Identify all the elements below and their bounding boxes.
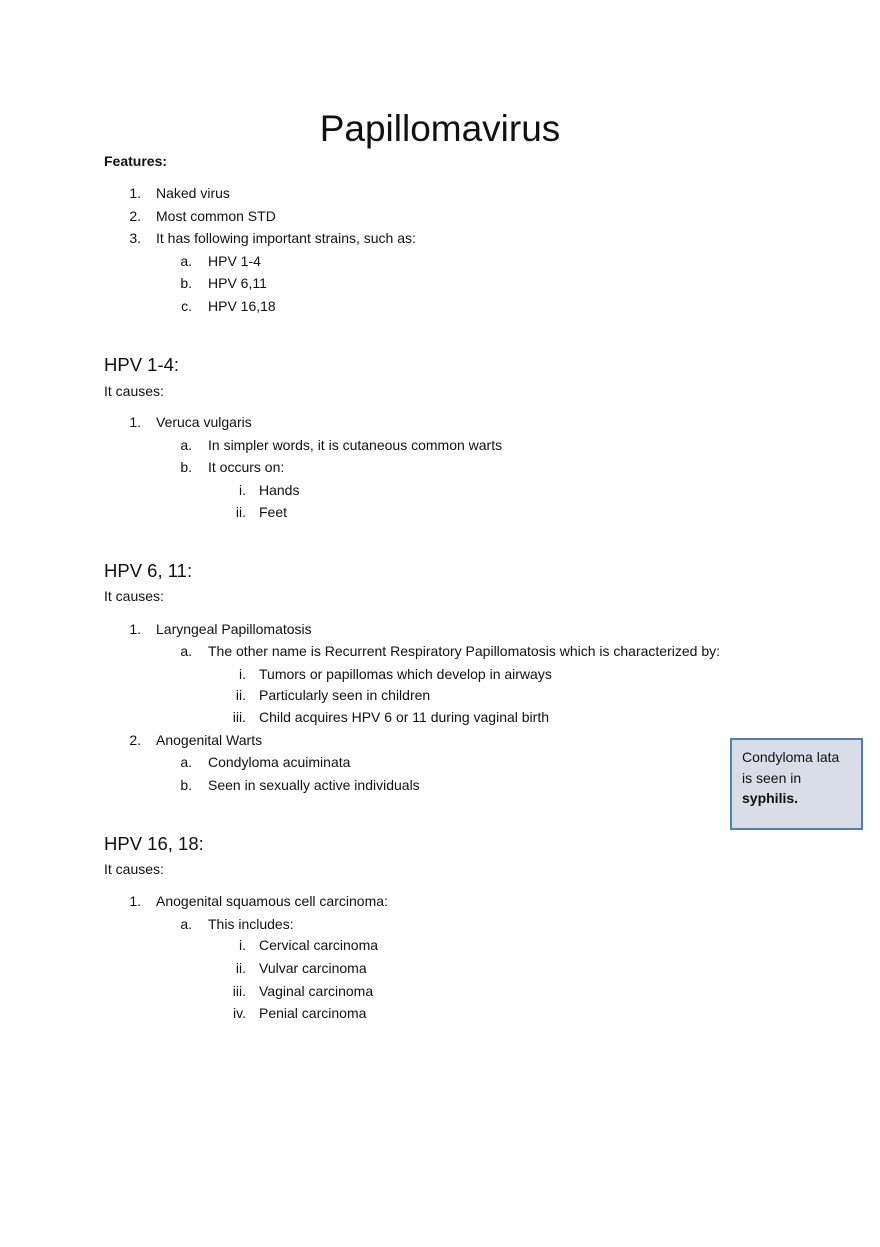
section-heading: HPV 1-4: [104, 354, 180, 375]
list-item: Condyloma acuiminata [208, 754, 351, 770]
list-marker: b. [180, 459, 192, 475]
list-item: Vaginal carcinoma [259, 983, 374, 999]
list-item: Laryngeal Papillomatosis [156, 621, 312, 637]
list-item: Veruca vulgaris [156, 414, 252, 430]
list-marker: b. [180, 777, 192, 793]
list-item: The other name is Recurrent Respiratory Papillomatosis which is characterized by: [208, 643, 720, 659]
list-marker: a. [180, 754, 192, 770]
list-marker: 2. [129, 732, 141, 748]
list-marker: 1. [129, 185, 141, 201]
list-item: Hands [259, 482, 300, 498]
list-marker: ii. [235, 504, 246, 520]
list-item: HPV 16,18 [208, 298, 276, 314]
list-item: HPV 1-4 [208, 253, 261, 269]
list-marker: iv. [233, 1005, 246, 1021]
list-marker: i. [239, 482, 246, 498]
list-marker: ii. [235, 960, 246, 976]
list-item: It has following important strains, such as: [156, 230, 416, 246]
list-item: In simpler words, it is cutaneous common warts [208, 437, 503, 453]
list-item: Anogenital Warts [156, 732, 263, 748]
list-marker: c. [181, 298, 192, 314]
section-intro: It causes: [104, 383, 164, 399]
list-item: Anogenital squamous cell carcinoma: [156, 893, 388, 909]
list-marker: 1. [129, 893, 141, 909]
list-item: This includes: [208, 916, 294, 932]
list-marker: i. [239, 937, 246, 953]
section-intro: It causes: [104, 861, 164, 877]
list-item: HPV 6,11 [208, 275, 267, 291]
page-title: Papillomavirus [319, 108, 561, 149]
list-item: It occurs on: [208, 459, 285, 475]
list-marker: 1. [129, 621, 141, 637]
list-marker: i. [239, 666, 246, 682]
list-marker: ii. [235, 687, 246, 703]
list-marker: iii. [232, 709, 246, 725]
list-item: Particularly seen in children [259, 687, 431, 703]
list-item: Child acquires HPV 6 or 11 during vaginal birth [259, 709, 550, 725]
section-heading: HPV 6, 11: [104, 560, 193, 581]
side-note-line: is seen in [742, 769, 802, 786]
section-intro: It causes: [104, 588, 164, 604]
list-marker: b. [180, 275, 192, 291]
side-note-emphasis: syphilis. [742, 790, 799, 806]
list-marker: a. [180, 253, 192, 269]
list-item: Most common STD [156, 208, 276, 224]
side-note-line: Condyloma lata [742, 749, 840, 765]
list-item: Naked virus [156, 185, 230, 201]
list-marker: 1. [129, 414, 141, 430]
list-item: Tumors or papillomas which develop in airways [259, 666, 552, 682]
section-heading: HPV 16, 18: [104, 833, 204, 854]
side-note-box [730, 738, 863, 830]
list-item: Cervical carcinoma [259, 937, 379, 953]
list-marker: a. [180, 916, 192, 932]
list-item: Feet [259, 504, 288, 520]
list-marker: a. [180, 437, 192, 453]
features-label: Features: [104, 153, 168, 169]
list-marker: 2. [129, 208, 141, 224]
list-item: Vulvar carcinoma [259, 960, 367, 976]
list-marker: a. [180, 643, 192, 659]
list-marker: iii. [232, 983, 246, 999]
list-item: Penial carcinoma [259, 1005, 367, 1021]
list-item: Seen in sexually active individuals [208, 777, 420, 793]
list-marker: 3. [129, 230, 141, 246]
